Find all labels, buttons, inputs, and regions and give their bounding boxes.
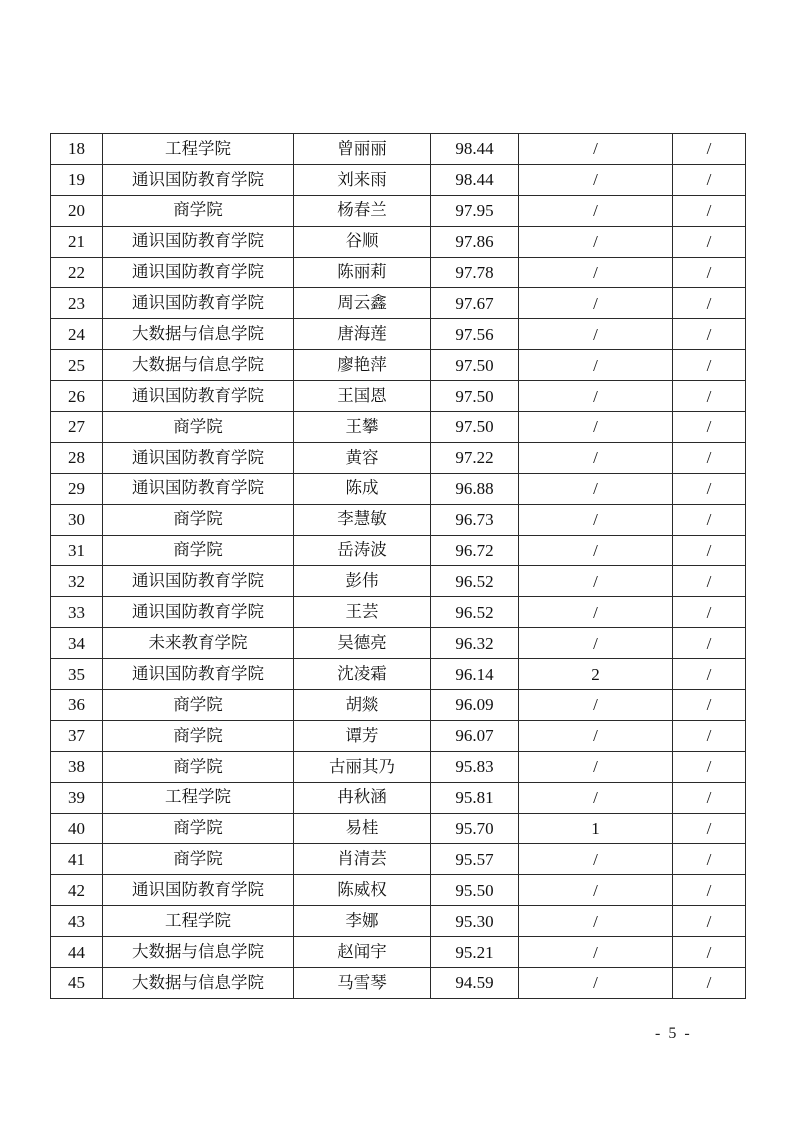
extra-value-a-cell: / — [519, 844, 673, 875]
college-cell: 商学院 — [103, 844, 294, 875]
row-number-cell: 18 — [51, 134, 103, 165]
row-number-cell: 43 — [51, 906, 103, 937]
college-cell: 大数据与信息学院 — [103, 350, 294, 381]
score-cell: 98.44 — [431, 134, 519, 165]
extra-value-b-cell: / — [673, 720, 746, 751]
table-row — [51, 412, 746, 443]
student-name-cell: 王芸 — [294, 597, 431, 628]
row-number-cell: 19 — [51, 164, 103, 195]
table-row — [51, 381, 746, 412]
college-cell: 未来教育学院 — [103, 628, 294, 659]
college-cell: 通识国防教育学院 — [103, 566, 294, 597]
table-row — [51, 350, 746, 381]
college-cell: 通识国防教育学院 — [103, 473, 294, 504]
student-name-cell: 王国恩 — [294, 381, 431, 412]
score-cell: 97.22 — [431, 442, 519, 473]
student-name-cell: 沈凌霜 — [294, 659, 431, 690]
table-row — [51, 504, 746, 535]
extra-value-b-cell: / — [673, 442, 746, 473]
extra-value-a-cell: / — [519, 875, 673, 906]
extra-value-b-cell: / — [673, 875, 746, 906]
extra-value-a-cell: 2 — [519, 659, 673, 690]
table-row — [51, 134, 746, 165]
student-name-cell: 黄容 — [294, 442, 431, 473]
extra-value-b-cell: / — [673, 751, 746, 782]
table-row — [51, 720, 746, 751]
table-row — [51, 968, 746, 999]
extra-value-b-cell: / — [673, 288, 746, 319]
table-row — [51, 164, 746, 195]
row-number-cell: 30 — [51, 504, 103, 535]
table-row — [51, 226, 746, 257]
extra-value-a-cell: / — [519, 906, 673, 937]
extra-value-a-cell: / — [519, 381, 673, 412]
table-row — [51, 659, 746, 690]
row-number-cell: 24 — [51, 319, 103, 350]
row-number-cell: 31 — [51, 535, 103, 566]
score-cell: 96.73 — [431, 504, 519, 535]
table-row — [51, 690, 746, 721]
score-cell: 95.21 — [431, 937, 519, 968]
table-row — [51, 628, 746, 659]
student-name-cell: 杨春兰 — [294, 195, 431, 226]
score-cell: 95.57 — [431, 844, 519, 875]
student-name-cell: 曾丽丽 — [294, 134, 431, 165]
score-cell: 97.50 — [431, 412, 519, 443]
score-cell: 95.83 — [431, 751, 519, 782]
college-cell: 工程学院 — [103, 134, 294, 165]
extra-value-b-cell: / — [673, 690, 746, 721]
table-row — [51, 906, 746, 937]
college-cell: 商学院 — [103, 504, 294, 535]
row-number-cell: 35 — [51, 659, 103, 690]
extra-value-b-cell: / — [673, 350, 746, 381]
extra-value-b-cell: / — [673, 226, 746, 257]
college-cell: 工程学院 — [103, 782, 294, 813]
college-cell: 通识国防教育学院 — [103, 288, 294, 319]
row-number-cell: 44 — [51, 937, 103, 968]
score-table-container — [50, 133, 746, 999]
extra-value-a-cell: / — [519, 720, 673, 751]
student-name-cell: 李娜 — [294, 906, 431, 937]
extra-value-a-cell: / — [519, 535, 673, 566]
score-cell: 97.86 — [431, 226, 519, 257]
table-row — [51, 195, 746, 226]
student-name-cell: 彭伟 — [294, 566, 431, 597]
extra-value-a-cell: 1 — [519, 813, 673, 844]
table-row — [51, 597, 746, 628]
row-number-cell: 27 — [51, 412, 103, 443]
extra-value-a-cell: / — [519, 628, 673, 659]
college-cell: 商学院 — [103, 690, 294, 721]
college-cell: 通识国防教育学院 — [103, 381, 294, 412]
student-name-cell: 易桂 — [294, 813, 431, 844]
table-row — [51, 319, 746, 350]
score-cell: 96.07 — [431, 720, 519, 751]
score-cell: 97.67 — [431, 288, 519, 319]
table-row — [51, 473, 746, 504]
extra-value-a-cell: / — [519, 751, 673, 782]
student-name-cell: 谷顺 — [294, 226, 431, 257]
score-cell: 96.09 — [431, 690, 519, 721]
extra-value-b-cell: / — [673, 782, 746, 813]
extra-value-a-cell: / — [519, 597, 673, 628]
table-row — [51, 566, 746, 597]
extra-value-b-cell: / — [673, 597, 746, 628]
college-cell: 商学院 — [103, 720, 294, 751]
extra-value-b-cell: / — [673, 195, 746, 226]
row-number-cell: 42 — [51, 875, 103, 906]
score-cell: 96.52 — [431, 566, 519, 597]
extra-value-b-cell: / — [673, 504, 746, 535]
extra-value-b-cell: / — [673, 566, 746, 597]
row-number-cell: 23 — [51, 288, 103, 319]
score-cell: 96.14 — [431, 659, 519, 690]
college-cell: 商学院 — [103, 535, 294, 566]
score-cell: 97.50 — [431, 350, 519, 381]
college-cell: 通识国防教育学院 — [103, 164, 294, 195]
table-row — [51, 875, 746, 906]
score-cell: 96.52 — [431, 597, 519, 628]
extra-value-a-cell: / — [519, 319, 673, 350]
row-number-cell: 20 — [51, 195, 103, 226]
table-row — [51, 535, 746, 566]
row-number-cell: 39 — [51, 782, 103, 813]
student-name-cell: 王攀 — [294, 412, 431, 443]
extra-value-b-cell: / — [673, 628, 746, 659]
score-cell: 97.56 — [431, 319, 519, 350]
table-row — [51, 937, 746, 968]
student-name-cell: 李慧敏 — [294, 504, 431, 535]
score-cell: 96.72 — [431, 535, 519, 566]
table-row — [51, 844, 746, 875]
table-row — [51, 813, 746, 844]
extra-value-b-cell: / — [673, 813, 746, 844]
row-number-cell: 22 — [51, 257, 103, 288]
extra-value-a-cell: / — [519, 782, 673, 813]
college-cell: 大数据与信息学院 — [103, 937, 294, 968]
extra-value-b-cell: / — [673, 659, 746, 690]
extra-value-a-cell: / — [519, 412, 673, 443]
extra-value-a-cell: / — [519, 288, 673, 319]
college-cell: 商学院 — [103, 813, 294, 844]
student-name-cell: 岳涛波 — [294, 535, 431, 566]
extra-value-a-cell: / — [519, 134, 673, 165]
student-name-cell: 谭芳 — [294, 720, 431, 751]
row-number-cell: 34 — [51, 628, 103, 659]
extra-value-b-cell: / — [673, 257, 746, 288]
extra-value-b-cell: / — [673, 134, 746, 165]
row-number-cell: 28 — [51, 442, 103, 473]
row-number-cell: 38 — [51, 751, 103, 782]
extra-value-b-cell: / — [673, 164, 746, 195]
extra-value-a-cell: / — [519, 566, 673, 597]
student-name-cell: 赵闻宇 — [294, 937, 431, 968]
college-cell: 大数据与信息学院 — [103, 319, 294, 350]
student-name-cell: 廖艳萍 — [294, 350, 431, 381]
extra-value-a-cell: / — [519, 473, 673, 504]
row-number-cell: 36 — [51, 690, 103, 721]
student-name-cell: 陈成 — [294, 473, 431, 504]
score-cell: 96.32 — [431, 628, 519, 659]
score-cell: 95.50 — [431, 875, 519, 906]
extra-value-a-cell: / — [519, 442, 673, 473]
extra-value-a-cell: / — [519, 690, 673, 721]
college-cell: 大数据与信息学院 — [103, 968, 294, 999]
table-row — [51, 257, 746, 288]
student-name-cell: 周云鑫 — [294, 288, 431, 319]
student-name-cell: 肖清芸 — [294, 844, 431, 875]
score-cell: 95.70 — [431, 813, 519, 844]
table-row — [51, 442, 746, 473]
extra-value-b-cell: / — [673, 473, 746, 504]
score-table-body — [51, 134, 746, 999]
college-cell: 通识国防教育学院 — [103, 659, 294, 690]
score-cell: 96.88 — [431, 473, 519, 504]
row-number-cell: 25 — [51, 350, 103, 381]
row-number-cell: 32 — [51, 566, 103, 597]
college-cell: 通识国防教育学院 — [103, 597, 294, 628]
college-cell: 工程学院 — [103, 906, 294, 937]
extra-value-b-cell: / — [673, 937, 746, 968]
extra-value-b-cell: / — [673, 844, 746, 875]
extra-value-a-cell: / — [519, 257, 673, 288]
row-number-cell: 37 — [51, 720, 103, 751]
extra-value-a-cell: / — [519, 350, 673, 381]
score-cell: 94.59 — [431, 968, 519, 999]
row-number-cell: 33 — [51, 597, 103, 628]
extra-value-b-cell: / — [673, 412, 746, 443]
student-name-cell: 唐海莲 — [294, 319, 431, 350]
row-number-cell: 21 — [51, 226, 103, 257]
extra-value-b-cell: / — [673, 968, 746, 999]
page-number: - 5 - — [655, 1025, 692, 1042]
row-number-cell: 29 — [51, 473, 103, 504]
student-name-cell: 陈威权 — [294, 875, 431, 906]
extra-value-b-cell: / — [673, 381, 746, 412]
table-row — [51, 288, 746, 319]
college-cell: 通识国防教育学院 — [103, 875, 294, 906]
extra-value-b-cell: / — [673, 319, 746, 350]
extra-value-a-cell: / — [519, 164, 673, 195]
college-cell: 商学院 — [103, 195, 294, 226]
extra-value-b-cell: / — [673, 535, 746, 566]
extra-value-a-cell: / — [519, 195, 673, 226]
extra-value-a-cell: / — [519, 226, 673, 257]
score-cell: 97.78 — [431, 257, 519, 288]
row-number-cell: 26 — [51, 381, 103, 412]
student-name-cell: 胡燚 — [294, 690, 431, 721]
score-cell: 97.95 — [431, 195, 519, 226]
score-cell: 98.44 — [431, 164, 519, 195]
student-name-cell: 古丽其乃 — [294, 751, 431, 782]
table-row — [51, 782, 746, 813]
table-row — [51, 751, 746, 782]
score-table — [50, 133, 746, 999]
student-name-cell: 冉秋涵 — [294, 782, 431, 813]
college-cell: 通识国防教育学院 — [103, 442, 294, 473]
score-cell: 95.30 — [431, 906, 519, 937]
extra-value-b-cell: / — [673, 906, 746, 937]
row-number-cell: 41 — [51, 844, 103, 875]
college-cell: 通识国防教育学院 — [103, 226, 294, 257]
score-cell: 97.50 — [431, 381, 519, 412]
college-cell: 商学院 — [103, 412, 294, 443]
score-cell: 95.81 — [431, 782, 519, 813]
extra-value-a-cell: / — [519, 937, 673, 968]
row-number-cell: 40 — [51, 813, 103, 844]
extra-value-a-cell: / — [519, 968, 673, 999]
college-cell: 通识国防教育学院 — [103, 257, 294, 288]
row-number-cell: 45 — [51, 968, 103, 999]
student-name-cell: 刘来雨 — [294, 164, 431, 195]
student-name-cell: 陈丽莉 — [294, 257, 431, 288]
extra-value-a-cell: / — [519, 504, 673, 535]
student-name-cell: 马雪琴 — [294, 968, 431, 999]
college-cell: 商学院 — [103, 751, 294, 782]
student-name-cell: 吴德亮 — [294, 628, 431, 659]
